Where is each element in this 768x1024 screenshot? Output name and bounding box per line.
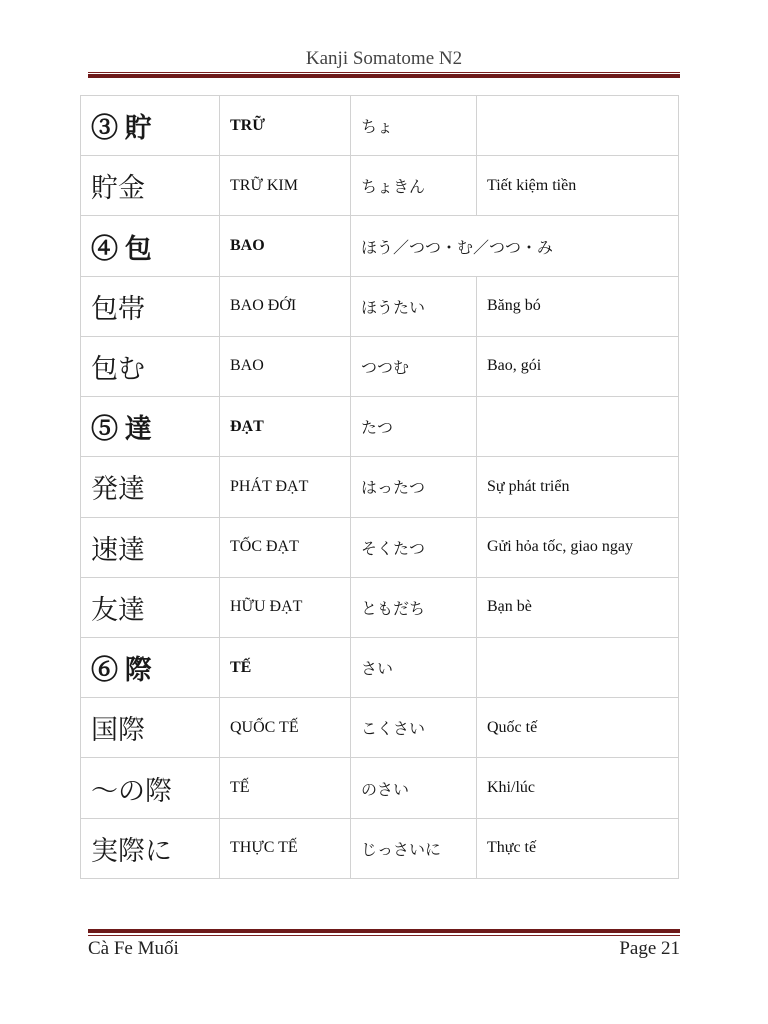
meaning-cell: Băng bó — [477, 276, 679, 336]
kanji-cell: ③ 貯 — [81, 96, 220, 156]
hanviet-cell: TẾ — [220, 637, 351, 697]
meaning-cell: Bao, gói — [477, 336, 679, 396]
table-row — [81, 457, 679, 517]
header-rule-thick — [88, 74, 680, 78]
table-row — [81, 637, 679, 697]
hanviet-cell: TẾ — [220, 758, 351, 818]
hanviet-cell: QUỐC TẾ — [220, 698, 351, 758]
table-row — [81, 758, 679, 818]
kanji-cell: 速達 — [81, 517, 220, 577]
table-row — [81, 577, 679, 637]
kana-cell: こくさい — [351, 698, 477, 758]
meaning-cell — [477, 397, 679, 457]
kanji-cell: ④ 包 — [81, 216, 220, 276]
kanji-cell: 友達 — [81, 577, 220, 637]
kanji-cell: 包む — [81, 336, 220, 396]
meaning-cell: Tiết kiệm tiền — [477, 156, 679, 216]
meaning-cell: Thực tế — [477, 818, 679, 878]
table-row — [81, 96, 679, 156]
hanviet-cell: TỐC ĐẠT — [220, 517, 351, 577]
table-row — [81, 397, 679, 457]
hanviet-cell: PHÁT ĐẠT — [220, 457, 351, 517]
kanji-table — [80, 95, 679, 879]
kana-cell: ともだち — [351, 577, 477, 637]
kana-cell: つつむ — [351, 336, 477, 396]
kana-cell: そくたつ — [351, 517, 477, 577]
hanviet-cell: ĐẠT — [220, 397, 351, 457]
kana-cell: じっさいに — [351, 818, 477, 878]
kana-cell: ちょ — [351, 96, 477, 156]
footer-rule-thin — [88, 935, 680, 936]
hanviet-cell: THỰC TẾ — [220, 818, 351, 878]
hanviet-cell: TRỮ KIM — [220, 156, 351, 216]
kana-cell: はったつ — [351, 457, 477, 517]
kanji-cell: 包帯 — [81, 276, 220, 336]
hanviet-cell: BAO — [220, 216, 351, 276]
meaning-cell: Gửi hỏa tốc, giao ngay — [477, 517, 679, 577]
kana-cell: ほう／つつ・む／つつ・み — [351, 216, 679, 276]
table-row — [81, 517, 679, 577]
page-header-title: Kanji Somatome N2 — [305, 48, 463, 69]
hanviet-cell: TRỮ — [220, 96, 351, 156]
kanji-cell: 国際 — [81, 698, 220, 758]
table-row — [81, 276, 679, 336]
hanviet-cell: BAO — [220, 336, 351, 396]
meaning-cell: Sự phát triển — [477, 457, 679, 517]
hanviet-cell: HỮU ĐẠT — [220, 577, 351, 637]
table-row — [81, 216, 679, 276]
footer-author: Cà Fe Muối — [88, 938, 179, 959]
meaning-cell: Khi/lúc — [477, 758, 679, 818]
kanji-cell: ⑤ 達 — [81, 397, 220, 457]
footer-rule-thick — [88, 929, 680, 933]
table-row — [81, 156, 679, 216]
kana-cell: ちょきん — [351, 156, 477, 216]
table-row — [81, 336, 679, 396]
hanviet-cell: BAO ĐỚI — [220, 276, 351, 336]
kana-cell: たつ — [351, 397, 477, 457]
kanji-cell: 発達 — [81, 457, 220, 517]
meaning-cell: Quốc tế — [477, 698, 679, 758]
meaning-cell — [477, 96, 679, 156]
kanji-cell: 実際に — [81, 818, 220, 878]
kanji-cell: ⑥ 際 — [81, 637, 220, 697]
kana-cell: ほうたい — [351, 276, 477, 336]
table-row — [81, 698, 679, 758]
header-rule-thin — [88, 72, 680, 73]
footer-page-number: Page 21 — [619, 938, 680, 959]
kanji-cell: 貯金 — [81, 156, 220, 216]
meaning-cell — [477, 637, 679, 697]
kana-cell: さい — [351, 637, 477, 697]
kana-cell: のさい — [351, 758, 477, 818]
table-row — [81, 818, 679, 878]
kanji-cell: ～の際 — [81, 758, 220, 818]
meaning-cell: Bạn bè — [477, 577, 679, 637]
